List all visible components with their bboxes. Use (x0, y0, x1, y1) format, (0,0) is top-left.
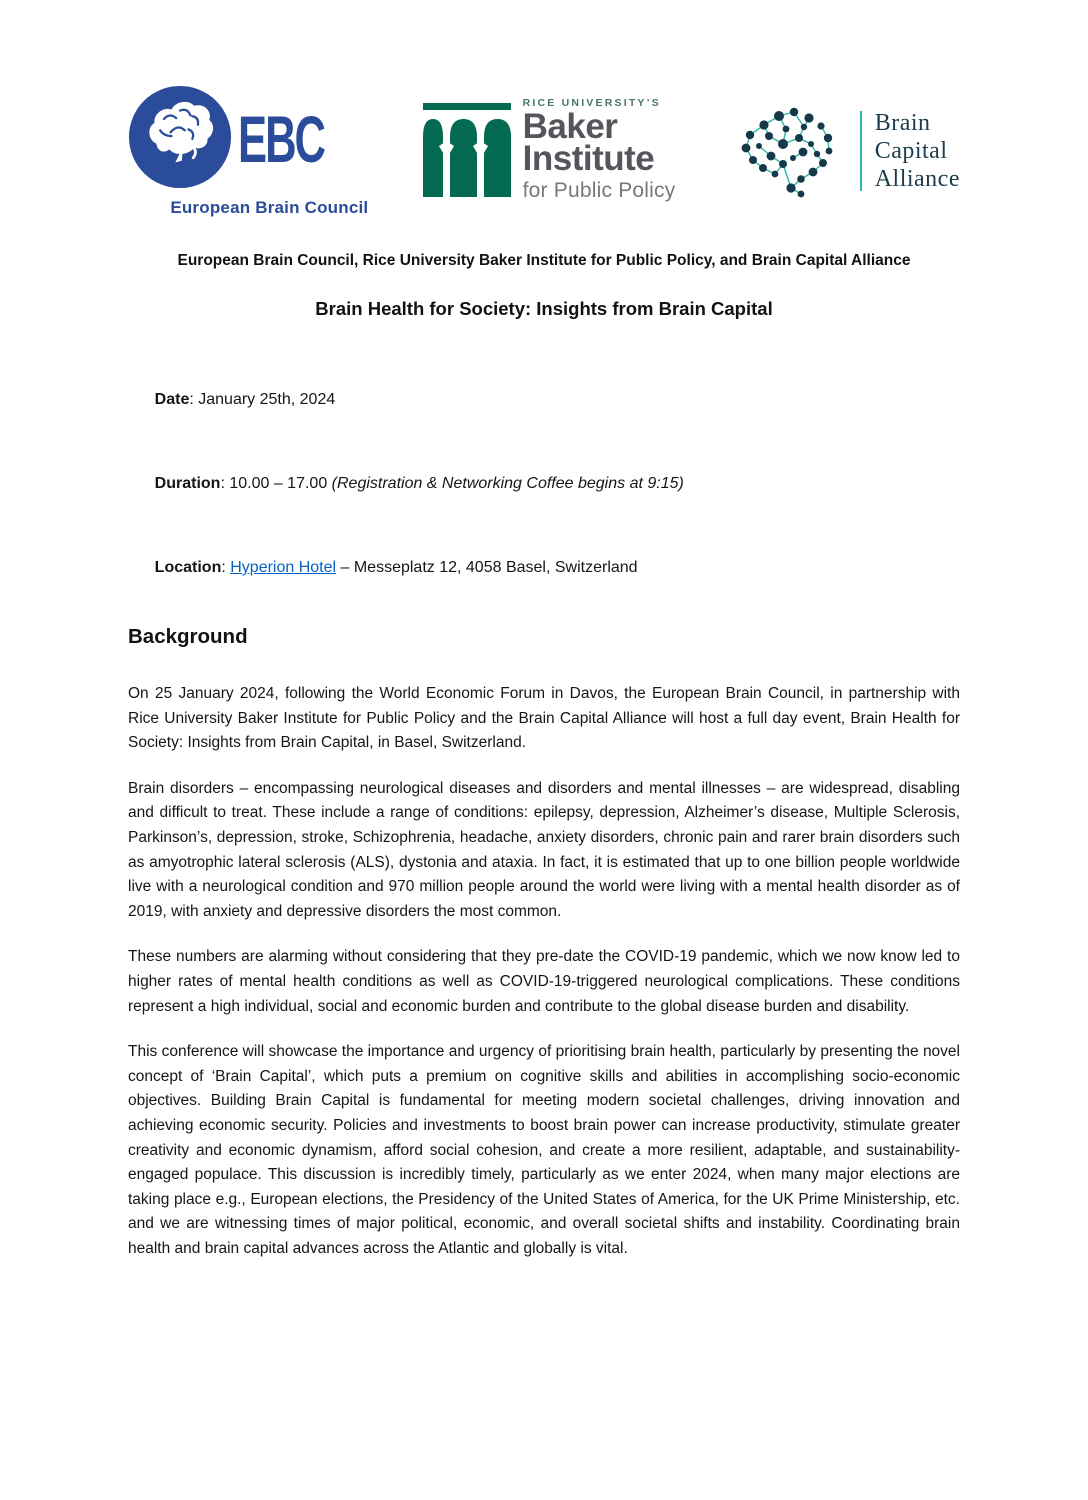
duration-label: Duration (154, 475, 221, 492)
baker-text-block (523, 97, 676, 203)
document-page (0, 92, 1088, 1261)
hyperion-hotel-link[interactable]: Hyperion Hotel (230, 559, 337, 576)
date-value: January 25th, 2024 (198, 391, 336, 408)
baker-arches-icon (423, 97, 511, 206)
background-heading: Background (128, 625, 248, 648)
bca-network-brain-icon (730, 95, 852, 208)
baker-sub-line: for Public Policy (522, 178, 676, 202)
bca-divider (860, 111, 862, 191)
bca-line2: Capital (874, 138, 948, 164)
background-paragraph-3: These numbers are alarming without considering that they pre-date the COVID-19 pandemic, which we now know led to higher rates of mental health conditions as well as COVID-19-triggered neurological complications. These conditions represent a high individual, social and economic burden and contribute to the global disease burden and disability. (128, 948, 960, 1015)
background-paragraph-1: On 25 January 2024, following the World Economic Forum in Davos, the European Brain Council, in partnership with Rice University Baker Institute for Public Policy and the Brain Capital Alliance will host a full day event, Brain Health for Society: Insights from Brain Capital, in Basel, Switzerland. (128, 685, 960, 752)
background-paragraph-2: Brain disorders – encompassing neurological diseases and disorders and mental illnesses – are widespread, disabling and difficult to treat. These include a range of conditions: epilepsy, depression, Alzheimer’s disease, Multiple Sclerosis, Parkinson’s, depression, stroke, Schizophrenia, headache, anxiety disorders, chronic pain and rarer brain disorders such as amyotrophic lateral sclerosis (ALS), dystonia and ataxia. In fact, it is estimated that up to one billion people worldwide live with a neurological condition and 970 million people around the world were living with a mental health disorder as of 2019, with anxiety and depressive disorders the most common. (128, 779, 960, 920)
ebc-logo (128, 85, 368, 218)
date-line: Date: January 25th, 2024 (154, 391, 336, 408)
baker-name-line1: Baker (522, 106, 618, 146)
location-line: Location: Hyperion Hotel – Messeplatz 12, 4058 Basel, Switzerland (154, 559, 638, 576)
baker-name-line2: Institute (522, 139, 655, 179)
date-label: Date (154, 391, 190, 408)
location-address: – Messeplatz 12, 4058 Basel, Switzerland (336, 559, 638, 576)
background-paragraph-4: This conference will showcase the importance and urgency of prioritising brain health, particularly by presenting the novel concept of ‘Brain Capital’, which puts a premium on cognitive skills and abilities in accomplishing socio-economic objectives. Building Brain Capital is fundamental for meeting modern societal challenges, driving innovation and achieving economic security. Policies and investments to boost brain power can increase productivity, stimulate greater creativity and economic dynamism, afford social cohesion, and create a more resilient, adaptable, and sustainability-engaged populace. This discussion is incredibly timely, particularly as we enter 2024, when many major elections are taking place e.g., European elections, the Presidency of the United States of America, for the UK Prime Ministership, etc. and we are witnessing times of major political, economic, and overall societal shifts and instability. Coordinating brain health and brain capital advances across the Atlantic and globally is vital. (128, 1043, 960, 1257)
ebc-logo-mark (128, 85, 368, 194)
organizations-line: European Brain Council, Rice University Baker Institute for Public Policy, and Brain Capital Alliance (177, 252, 911, 269)
ebc-caption: European Brain Council (170, 197, 369, 217)
bca-line3: Alliance (874, 166, 960, 192)
bca-line1: Brain (874, 110, 931, 136)
brain-capital-alliance-logo (730, 95, 960, 208)
location-label: Location (154, 559, 222, 576)
event-title: Brain Health for Society: Insights from Brain Capital (315, 298, 773, 319)
duration-line: Duration: 10.00 – 17.00 (Registration & Networking Coffee begins at 9:15) (154, 475, 684, 492)
bca-text-block (875, 109, 960, 193)
baker-institute-logo (423, 97, 676, 206)
logo-row (128, 92, 960, 217)
ebc-acronym: EBC (238, 102, 325, 176)
background-body (128, 682, 960, 1261)
baker-rice-line: RICE UNIVERSITY’S (522, 96, 661, 109)
event-meta (128, 373, 960, 595)
duration-value: 10.00 – 17.00 (229, 475, 332, 492)
duration-note: (Registration & Networking Coffee begins at 9:15) (331, 475, 684, 492)
ebc-brain-circle-icon (128, 85, 232, 194)
